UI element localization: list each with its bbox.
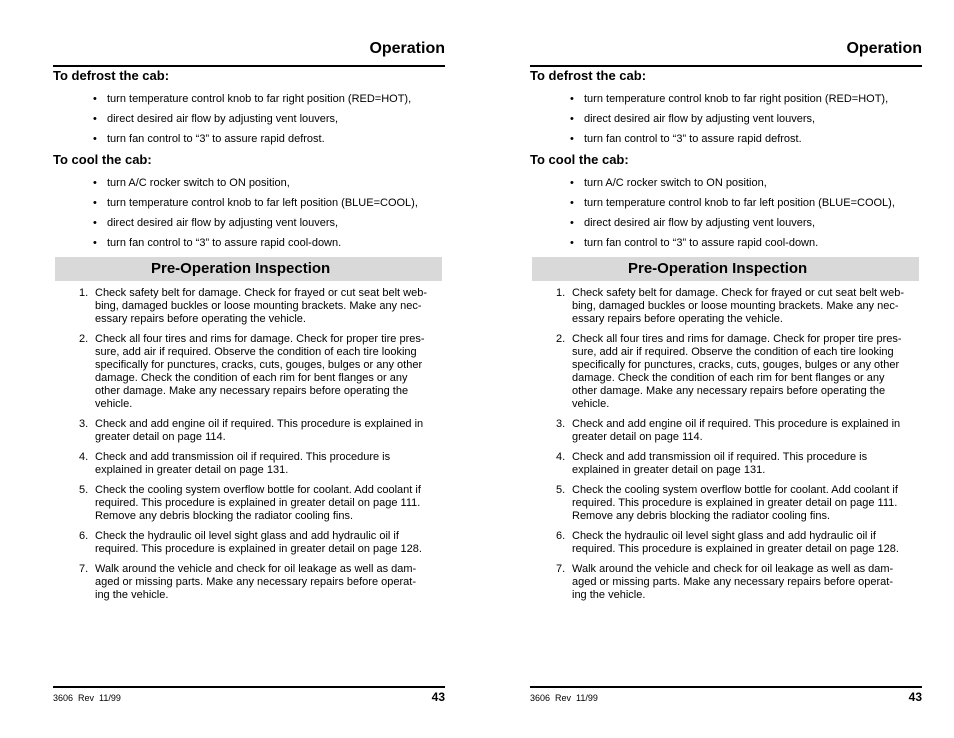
step-text: Check the cooling system overflow bottle for coolant. Add coolant if required. This procedure is explained in greater detail on page 111. Remove any debris blocking the radiator cooling fins. (95, 484, 421, 522)
header-title: Operation (369, 40, 445, 57)
step-text: Check the hydraulic oil level sight glass and add hydraulic oil if required. This procedure is explained in greater detail on page 128. (95, 530, 422, 555)
cool-heading: To cool the cab: (530, 152, 629, 167)
inspection-banner (55, 257, 442, 281)
footer-doc-id: 3606 Rev 11/99 (530, 693, 598, 703)
defrost-heading: To defrost the cab: (53, 68, 170, 83)
step-text: Walk around the vehicle and check for oil leakage as well as dam- aged or missing parts. Make any necessary repairs before operat- ing the vehicle. (572, 563, 894, 601)
step-text: Walk around the vehicle and check for oil leakage as well as dam- aged or missing parts. Make any necessary repairs before operat- ing the vehicle. (95, 563, 417, 601)
step-text: Check the cooling system overflow bottle for coolant. Add coolant if required. This procedure is explained in greater detail on page 111. Remove any debris blocking the radiator cooling fins. (572, 484, 898, 522)
step-item (75, 287, 447, 326)
list-item: • direct desired air flow by adjusting vent louvers, (570, 217, 816, 229)
step-item (552, 287, 924, 326)
list-item: • turn fan control to “3” to assure rapid defrost. (570, 133, 802, 145)
bullet-icon: • (570, 113, 574, 125)
step-item (75, 333, 447, 411)
step-number: 1. (556, 287, 566, 299)
step-item (552, 530, 924, 556)
step-text: Check and add engine oil if required. This procedure is explained in greater detail on page 114. (572, 418, 901, 443)
header-rule (530, 65, 922, 67)
bullet-icon: • (570, 133, 574, 145)
page-right (530, 0, 922, 738)
defrost-heading: To defrost the cab: (530, 68, 647, 83)
cool-list (570, 176, 895, 256)
step-number: 5. (556, 484, 566, 496)
step-number: 3. (556, 418, 566, 430)
bullet-icon: • (93, 113, 97, 125)
step-item (552, 484, 924, 523)
step-item (75, 563, 447, 602)
step-number: 5. (79, 484, 89, 496)
bullet-icon: • (93, 237, 97, 249)
step-number: 2. (556, 333, 566, 345)
list-item: • turn temperature control knob to far right position (RED=HOT), (93, 93, 412, 105)
step-number: 1. (79, 287, 89, 299)
defrost-list (570, 92, 888, 152)
list-item: • turn A/C rocker switch to ON position, (570, 177, 767, 189)
step-number: 3. (79, 418, 89, 430)
bullet-icon: • (570, 237, 574, 249)
inspection-steps (552, 287, 924, 609)
page-number: 43 (908, 690, 922, 704)
bullet-icon: • (570, 217, 574, 229)
list-item: • turn A/C rocker switch to ON position, (93, 177, 290, 189)
step-number: 2. (79, 333, 89, 345)
bullet-icon: • (570, 93, 574, 105)
step-item (75, 484, 447, 523)
list-item: • direct desired air flow by adjusting vent louvers, (93, 217, 339, 229)
step-text: Check safety belt for damage. Check for frayed or cut seat belt web- bing, damaged buckles or loose mounting brackets. Make any nec- essary repairs before operating the vehicle. (572, 287, 904, 325)
footer-rule (530, 686, 922, 688)
list-item: • turn temperature control knob to far right position (RED=HOT), (570, 93, 889, 105)
bullet-icon: • (93, 133, 97, 145)
list-item: • turn fan control to “3” to assure rapid cool-down. (570, 237, 819, 249)
cool-heading: To cool the cab: (53, 152, 152, 167)
step-item (552, 333, 924, 411)
step-text: Check safety belt for damage. Check for frayed or cut seat belt web- bing, damaged buckles or loose mounting brackets. Make any nec- essary repairs before operating the vehicle. (95, 287, 427, 325)
step-text: Check the hydraulic oil level sight glass and add hydraulic oil if required. This procedure is explained in greater detail on page 128. (572, 530, 899, 555)
bullet-icon: • (93, 217, 97, 229)
step-number: 7. (79, 563, 89, 575)
step-item (552, 418, 924, 444)
header-rule (53, 65, 445, 67)
step-text: Check and add engine oil if required. This procedure is explained in greater detail on page 114. (95, 418, 424, 443)
step-text: Check all four tires and rims for damage. Check for proper tire pres- sure, add air if required. Observe the condition of each tire looking specifically for punctures, cracks, cuts, gouges, bulges or any other damage. Check the condition of each rim for bent flanges or any other damage. Make any necessary repairs before operating the vehicle. (572, 333, 902, 410)
page-left (53, 0, 445, 738)
step-text: Check and add transmission oil if required. This procedure is explained in greater detail on page 131. (95, 451, 391, 476)
step-text: Check all four tires and rims for damage. Check for proper tire pres- sure, add air if required. Observe the condition of each tire looking specifically for punctures, cracks, cuts, gouges, bulges or any other damage. Check the condition of each rim for bent flanges or any other damage. Make any necessary repairs before operating the vehicle. (95, 333, 425, 410)
step-number: 6. (556, 530, 566, 542)
list-item: • direct desired air flow by adjusting vent louvers, (93, 113, 339, 125)
step-number: 4. (79, 451, 89, 463)
footer-doc-id: 3606 Rev 11/99 (53, 693, 121, 703)
defrost-list (93, 92, 411, 152)
bullet-icon: • (93, 177, 97, 189)
bullet-icon: • (570, 197, 574, 209)
step-item (75, 418, 447, 444)
step-item (552, 563, 924, 602)
inspection-title: Pre-Operation Inspection (628, 260, 808, 277)
step-text: Check and add transmission oil if required. This procedure is explained in greater detail on page 131. (572, 451, 868, 476)
bullet-icon: • (570, 177, 574, 189)
list-item: • turn temperature control knob to far left position (BLUE=COOL), (570, 197, 895, 209)
list-item: • turn fan control to “3” to assure rapid defrost. (93, 133, 325, 145)
list-item: • direct desired air flow by adjusting vent louvers, (570, 113, 816, 125)
step-item (75, 451, 447, 477)
list-item: • turn fan control to “3” to assure rapid cool-down. (93, 237, 342, 249)
step-item (552, 451, 924, 477)
cool-list (93, 176, 418, 256)
list-item: • turn temperature control knob to far left position (BLUE=COOL), (93, 197, 418, 209)
step-number: 7. (556, 563, 566, 575)
inspection-steps (75, 287, 447, 609)
inspection-title: Pre-Operation Inspection (151, 260, 331, 277)
inspection-banner (532, 257, 919, 281)
step-item (75, 530, 447, 556)
page-number: 43 (431, 690, 445, 704)
step-number: 6. (79, 530, 89, 542)
step-number: 4. (556, 451, 566, 463)
header-title: Operation (846, 40, 922, 57)
bullet-icon: • (93, 93, 97, 105)
footer-rule (53, 686, 445, 688)
bullet-icon: • (93, 197, 97, 209)
